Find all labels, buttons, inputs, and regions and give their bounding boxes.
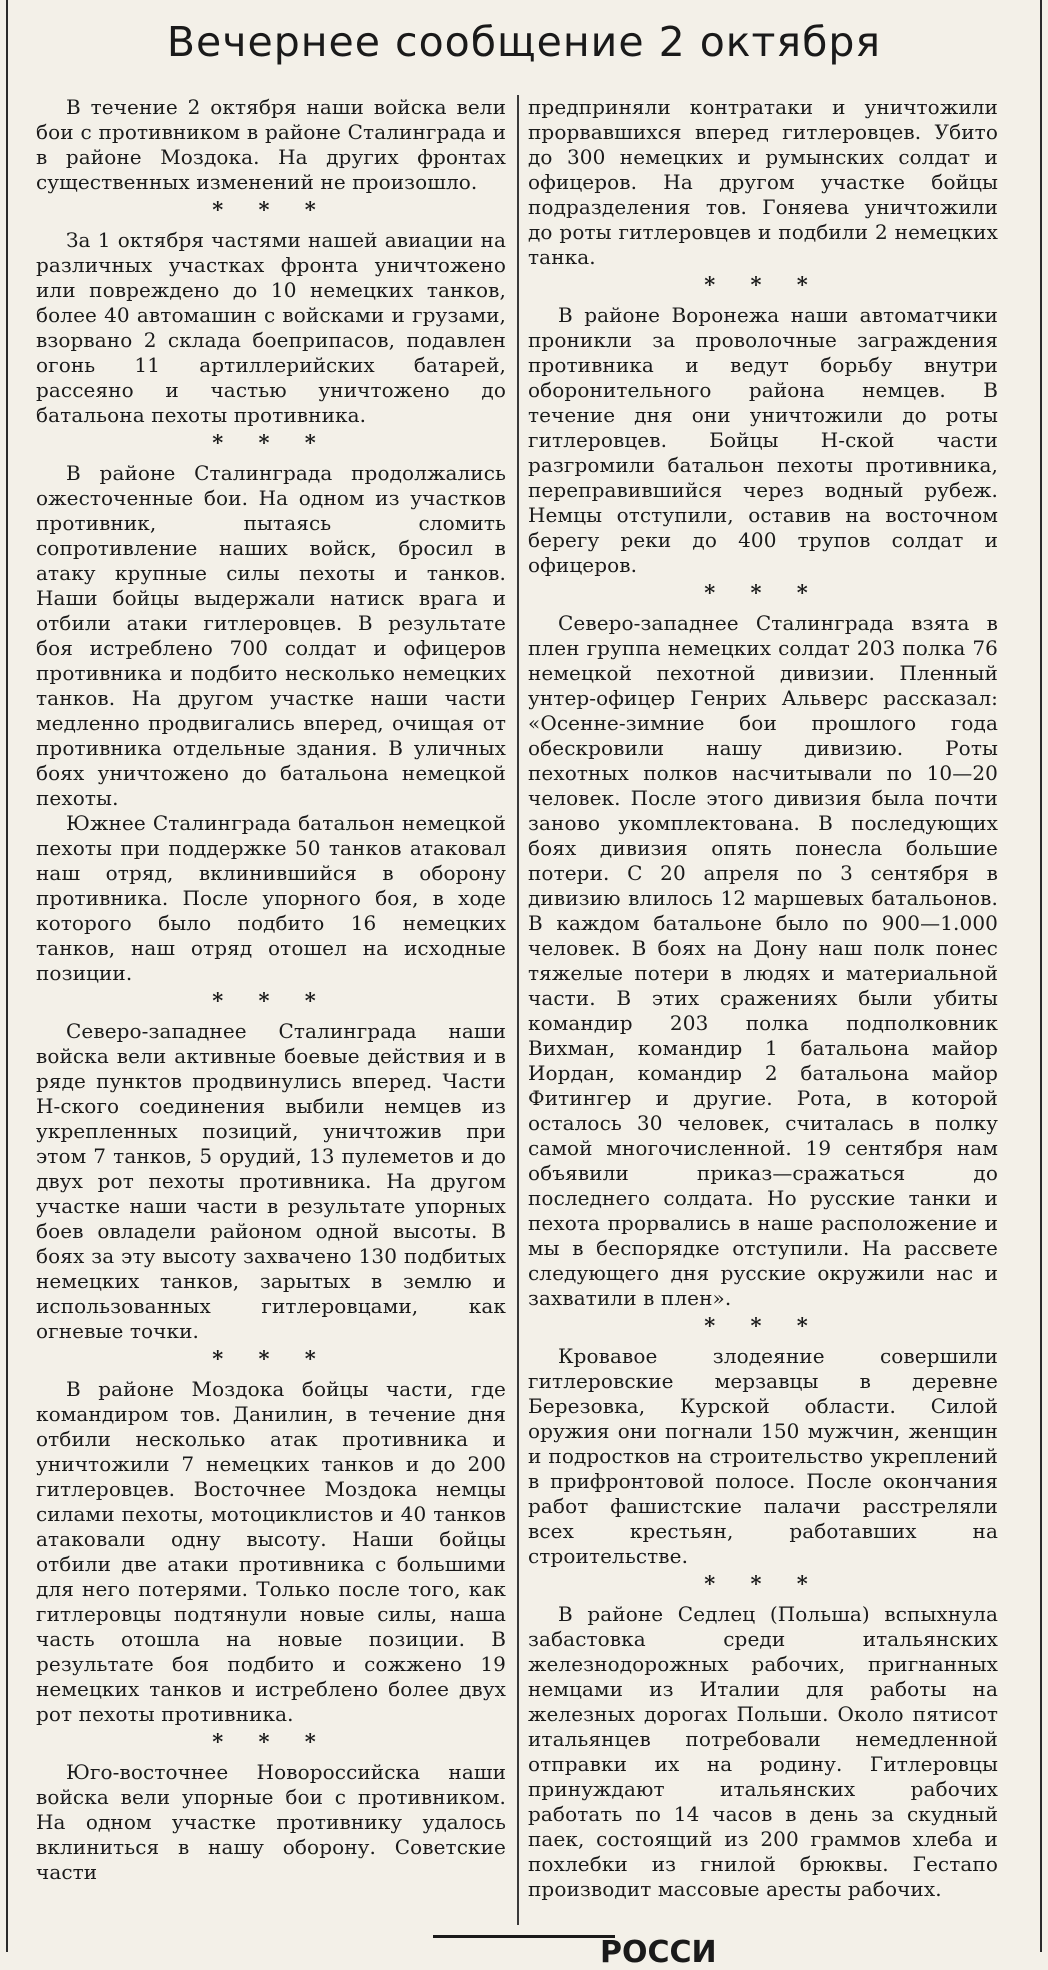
section-separator: * * * <box>212 430 330 455</box>
section-separator: * * * <box>212 1346 330 1371</box>
article-paragraph: В районе Сталинграда продолжались ожесточенные бои. На одном из участков противник, пытаясь сломить сопротивление наших войск, бросил в атаку крупные силы пехоты и танков. Наши бойцы выдержали натиск врага и отбили атаки гитлеровцев. В результате боя истреблено 700 солдат и офицеров противника и подбито несколько немецких танков. На другом участке наши части медленно продвигались вперед, очищая от противника отдельные здания. В уличных боях уничтожено до батальона немецкой пехоты. <box>36 461 506 810</box>
article-paragraph: За 1 октября частями нашей авиации на различных участках фронта уничтожено или повреждено до 10 немецких танков, более 40 автомашин с войсками и грузами, взорвано 2 склада боеприпасов, подавлен огонь 11 артиллерийских батарей, рассеяно и частью уничтожено до батальона пехоты противника. <box>36 228 506 427</box>
section-separator: * * * <box>704 272 822 297</box>
left-page-rule <box>6 0 8 1952</box>
page-title: Вечернее сообщение 2 октября <box>166 18 882 66</box>
right-page-rule <box>1040 0 1042 1952</box>
article-paragraph: Кровавое злодеяние совершили гитлеровские мерзавцы в деревне Березовка, Курской области. Силой оружия они погнали 150 мужчин, женщин и подростков на строительство укреплений в прифронтовой полосе. После окончания работ фашистские палачи расстреляли всех крестьян, работавших на строительстве. <box>528 1344 998 1568</box>
article-paragraph: В районе Воронежа наши автоматчики проникли за проволочные заграждения противника и ведут борьбу внутри оборонительного района немцев. В течение дня они уничтожили до роты гитлеровцев. Бойцы Н-ской части разгромили батальон пехоты противника, переправившийся через водный рубеж. Немцы отступили, оставив на восточном берегу реки до 400 трупов солдат и офицеров. <box>528 303 998 577</box>
article-paragraph: предприняли контратаки и уничтожили прорвавшихся вперед гитлеровцев. Убито до 300 немецких и румынских солдат и офицеров. На другом участке бойцы подразделения тов. Гоняева уничтожили до роты гитлеровцев и подбили 2 немецких танка. <box>528 95 998 269</box>
article-paragraph: В районе Моздока бойцы части, где командиром тов. Данилин, в течение дня отбили несколько атак противника и уничтожили 7 немецких танков и до 200 гитлеровцев. Восточнее Моздока немцы силами пехоты, мотоциклистов и 40 танков атаковали одну высоту. Наши бойцы отбили две атаки противника с большими для него потерями. Только после того, как гитлеровцы подтянули новые силы, наша часть отошла на новые позиции. В результате боя подбито и сожжено 19 немецких танков и истреблено более двух рот пехоты противника. <box>36 1377 506 1726</box>
article-paragraph: Северо-западнее Сталинграда наши войска вели активные боевые действия и в ряде пунктов продвинулись вперед. Части Н-ского соединения выбили немцев из укрепленных позиций, уничтожив при этом 7 танков, 5 орудий, 13 пулеметов и до двух рот пехоты противника. На другом участке наши части в результате упорных боев овладели районом одной высоты. В боях за эту высоту захвачено 130 подбитых немецких танков, зарытых в землю и использованных гитлеровцами, как огневые точки. <box>36 1019 506 1343</box>
article-paragraph: В течение 2 октября наши войска вели бои с противником в районе Сталинграда и в районе Моздока. На других фронтах существенных изменений не произошло. <box>36 95 506 194</box>
next-article-headline-fragment <box>600 1935 717 1970</box>
section-separator: * * * <box>212 197 330 222</box>
section-separator: * * * <box>212 1729 330 1754</box>
section-separator: * * * <box>704 580 822 605</box>
article-paragraph: Северо-западнее Сталинграда взята в плен группа немецких солдат 203 полка 76 немецкой пехотной дивизии. Пленный унтер-офицер Генрих Альверс рассказал: «Осенне-зимние бои прошлого года обескровили нашу дивизию. Роты пехотных полков насчитывали по 10—20 человек. После этого дивизия была почти заново укомплектована. В последующих боях дивизия опять понесла большие потери. С 20 апреля по 3 сентября в дивизию влилось 12 маршевых батальонов. В каждом батальоне было по 900—1.000 человек. В боях на Дону наш полк понес тяжелые потери в людях и материальной части. В этих сражениях были убиты командир 203 полка подполковник Вихман, командир 1 батальона майор Иордан, командир 2 батальона майор Фитингер и другие. Рота, в которой осталось 30 человек, считалась в полку самой многочисленной. 19 сентября нам объявили приказ—сражаться до последнего солдата. Но русские танки и пехота прорвались в наше расположение и мы в беспорядке отступили. На рассвете следующего дня русские окружили нас и захватили в плен». <box>528 611 998 1310</box>
right-column <box>528 95 998 1930</box>
next-article-headline-text: РОССИ <box>600 1935 717 1970</box>
section-separator: * * * <box>704 1313 822 1338</box>
left-column <box>36 95 506 1930</box>
article-paragraph: В районе Седлец (Польша) вспыхнула забастовка среди итальянских железнодорожных рабочих, пригнанных немцами из Италии для работы на железных дорогах Польши. Около пятисот итальянцев потребовали немедленной отправки их на родину. Гитлеровцы принуждают итальянских рабочих работать по 14 часов в день за скудный паек, состоящий из 200 граммов хлеба и похлебки из гнилой брюквы. Гестапо производит массовые аресты рабочих. <box>528 1602 998 1901</box>
bottom-rule <box>433 1935 615 1938</box>
article-paragraph: Юго-восточнее Новороссийска наши войска вели упорные бои с противником. На одном участке противнику удалось вклиниться в нашу оборону. Советские части <box>36 1760 506 1884</box>
section-separator: * * * <box>704 1571 822 1596</box>
column-divider <box>517 95 519 1925</box>
article-paragraph: Южнее Сталинграда батальон немецкой пехоты при поддержке 50 танков атаковал наш отряд, вклинившийся в оборону противника. После упорного боя, в ходе которого было подбито 16 немецких танков, наш отряд отошел на исходные позиции. <box>36 811 506 985</box>
section-separator: * * * <box>212 988 330 1013</box>
